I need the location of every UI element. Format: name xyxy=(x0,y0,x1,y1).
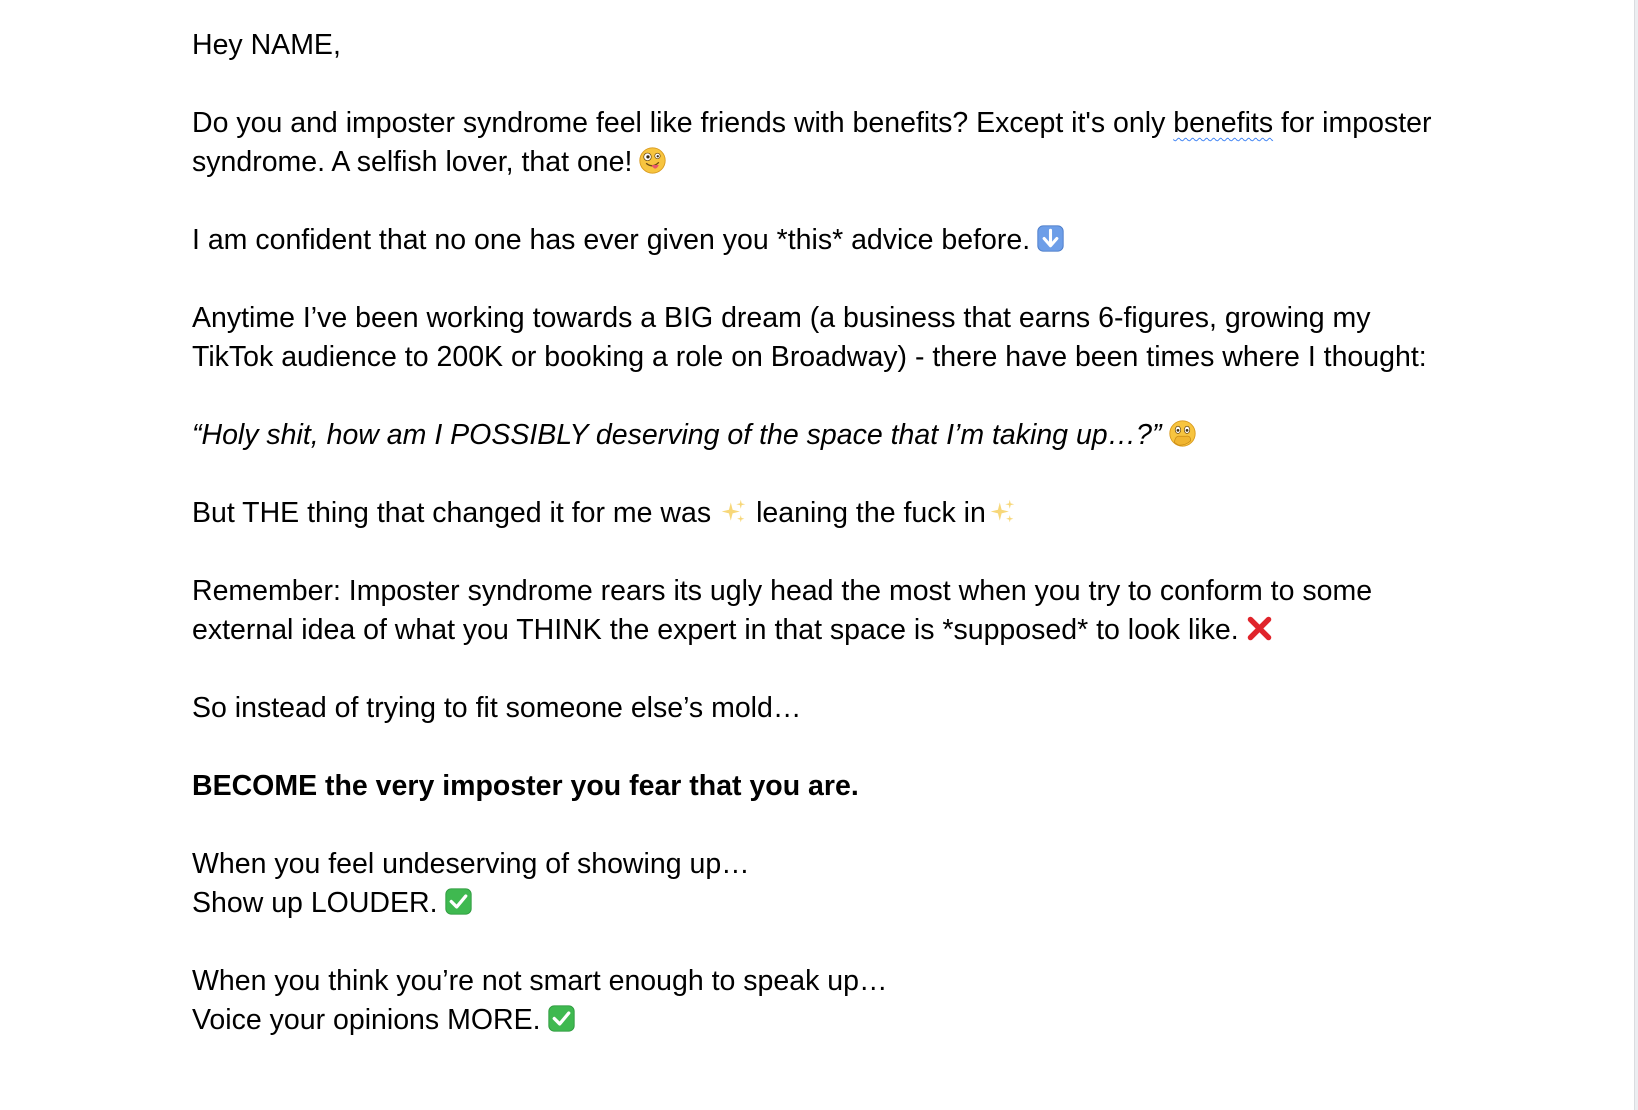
paragraph-6 xyxy=(192,572,1432,650)
greeting-line xyxy=(192,26,1432,65)
sparkles-icon xyxy=(719,497,748,526)
paragraph-1 xyxy=(192,104,1432,182)
paragraph-3 xyxy=(192,299,1432,377)
paragraph-7-text: So instead of trying to fit someone else’s mold… xyxy=(192,692,802,724)
check-mark-button-icon xyxy=(547,1004,576,1033)
paragraph-7 xyxy=(192,689,1432,728)
paragraph-2-text: I am confident that no one has ever given you *this* advice before. xyxy=(192,224,1031,256)
paragraph-10-line-1: When you think you’re not smart enough to speak up… xyxy=(192,965,888,997)
down-arrow-icon xyxy=(1036,224,1065,253)
paragraph-5-text-a: But THE thing that changed it for me was xyxy=(192,497,712,529)
sparkles-icon xyxy=(988,497,1017,526)
paragraph-1-text-b: for imposter syndrome. A selfish lover, that one! xyxy=(192,107,1432,178)
greeting-text: Hey NAME, xyxy=(192,29,341,61)
paragraph-8-bold xyxy=(192,767,1432,806)
paragraph-2 xyxy=(192,221,1432,260)
paragraph-1-text-a: Do you and imposter syndrome feel like friends with benefits? Except it's only xyxy=(192,107,1174,139)
paragraph-5 xyxy=(192,494,1432,533)
paragraph-9 xyxy=(192,845,1432,923)
zany-face-icon xyxy=(638,146,667,175)
paragraph-3-text: Anytime I’ve been working towards a BIG dream (a business that earns 6-figures, growing my TikTok audience to 200K or booking a role on Broadway) - there have been times where I thought: xyxy=(192,302,1427,373)
paragraph-6-text: Remember: Imposter syndrome rears its ugly head the most when you try to conform to some external idea of what you THINK the expert in that space is *supposed* to look like. xyxy=(192,575,1373,646)
spellcheck-flagged-word[interactable]: benefits xyxy=(1173,107,1274,139)
paragraph-8-text: BECOME the very imposter you fear that you are. xyxy=(192,770,859,802)
paragraph-10 xyxy=(192,962,1432,1040)
document-body[interactable] xyxy=(192,26,1432,1040)
paragraph-4-text: “Holy shit, how am I POSSIBLY deserving of the space that I’m taking up…?” xyxy=(192,419,1162,451)
paragraph-9-line-2: Show up LOUDER. xyxy=(192,887,438,919)
face-with-open-eyes-and-hand-over-mouth-icon xyxy=(1168,419,1197,448)
check-mark-button-icon xyxy=(444,887,473,916)
paragraph-9-line-1: When you feel undeserving of showing up… xyxy=(192,848,750,880)
cross-mark-icon xyxy=(1245,614,1274,643)
paragraph-4-quote xyxy=(192,416,1432,455)
paragraph-5-text-b: leaning the fuck in xyxy=(756,497,986,529)
paragraph-10-line-2: Voice your opinions MORE. xyxy=(192,1004,541,1036)
